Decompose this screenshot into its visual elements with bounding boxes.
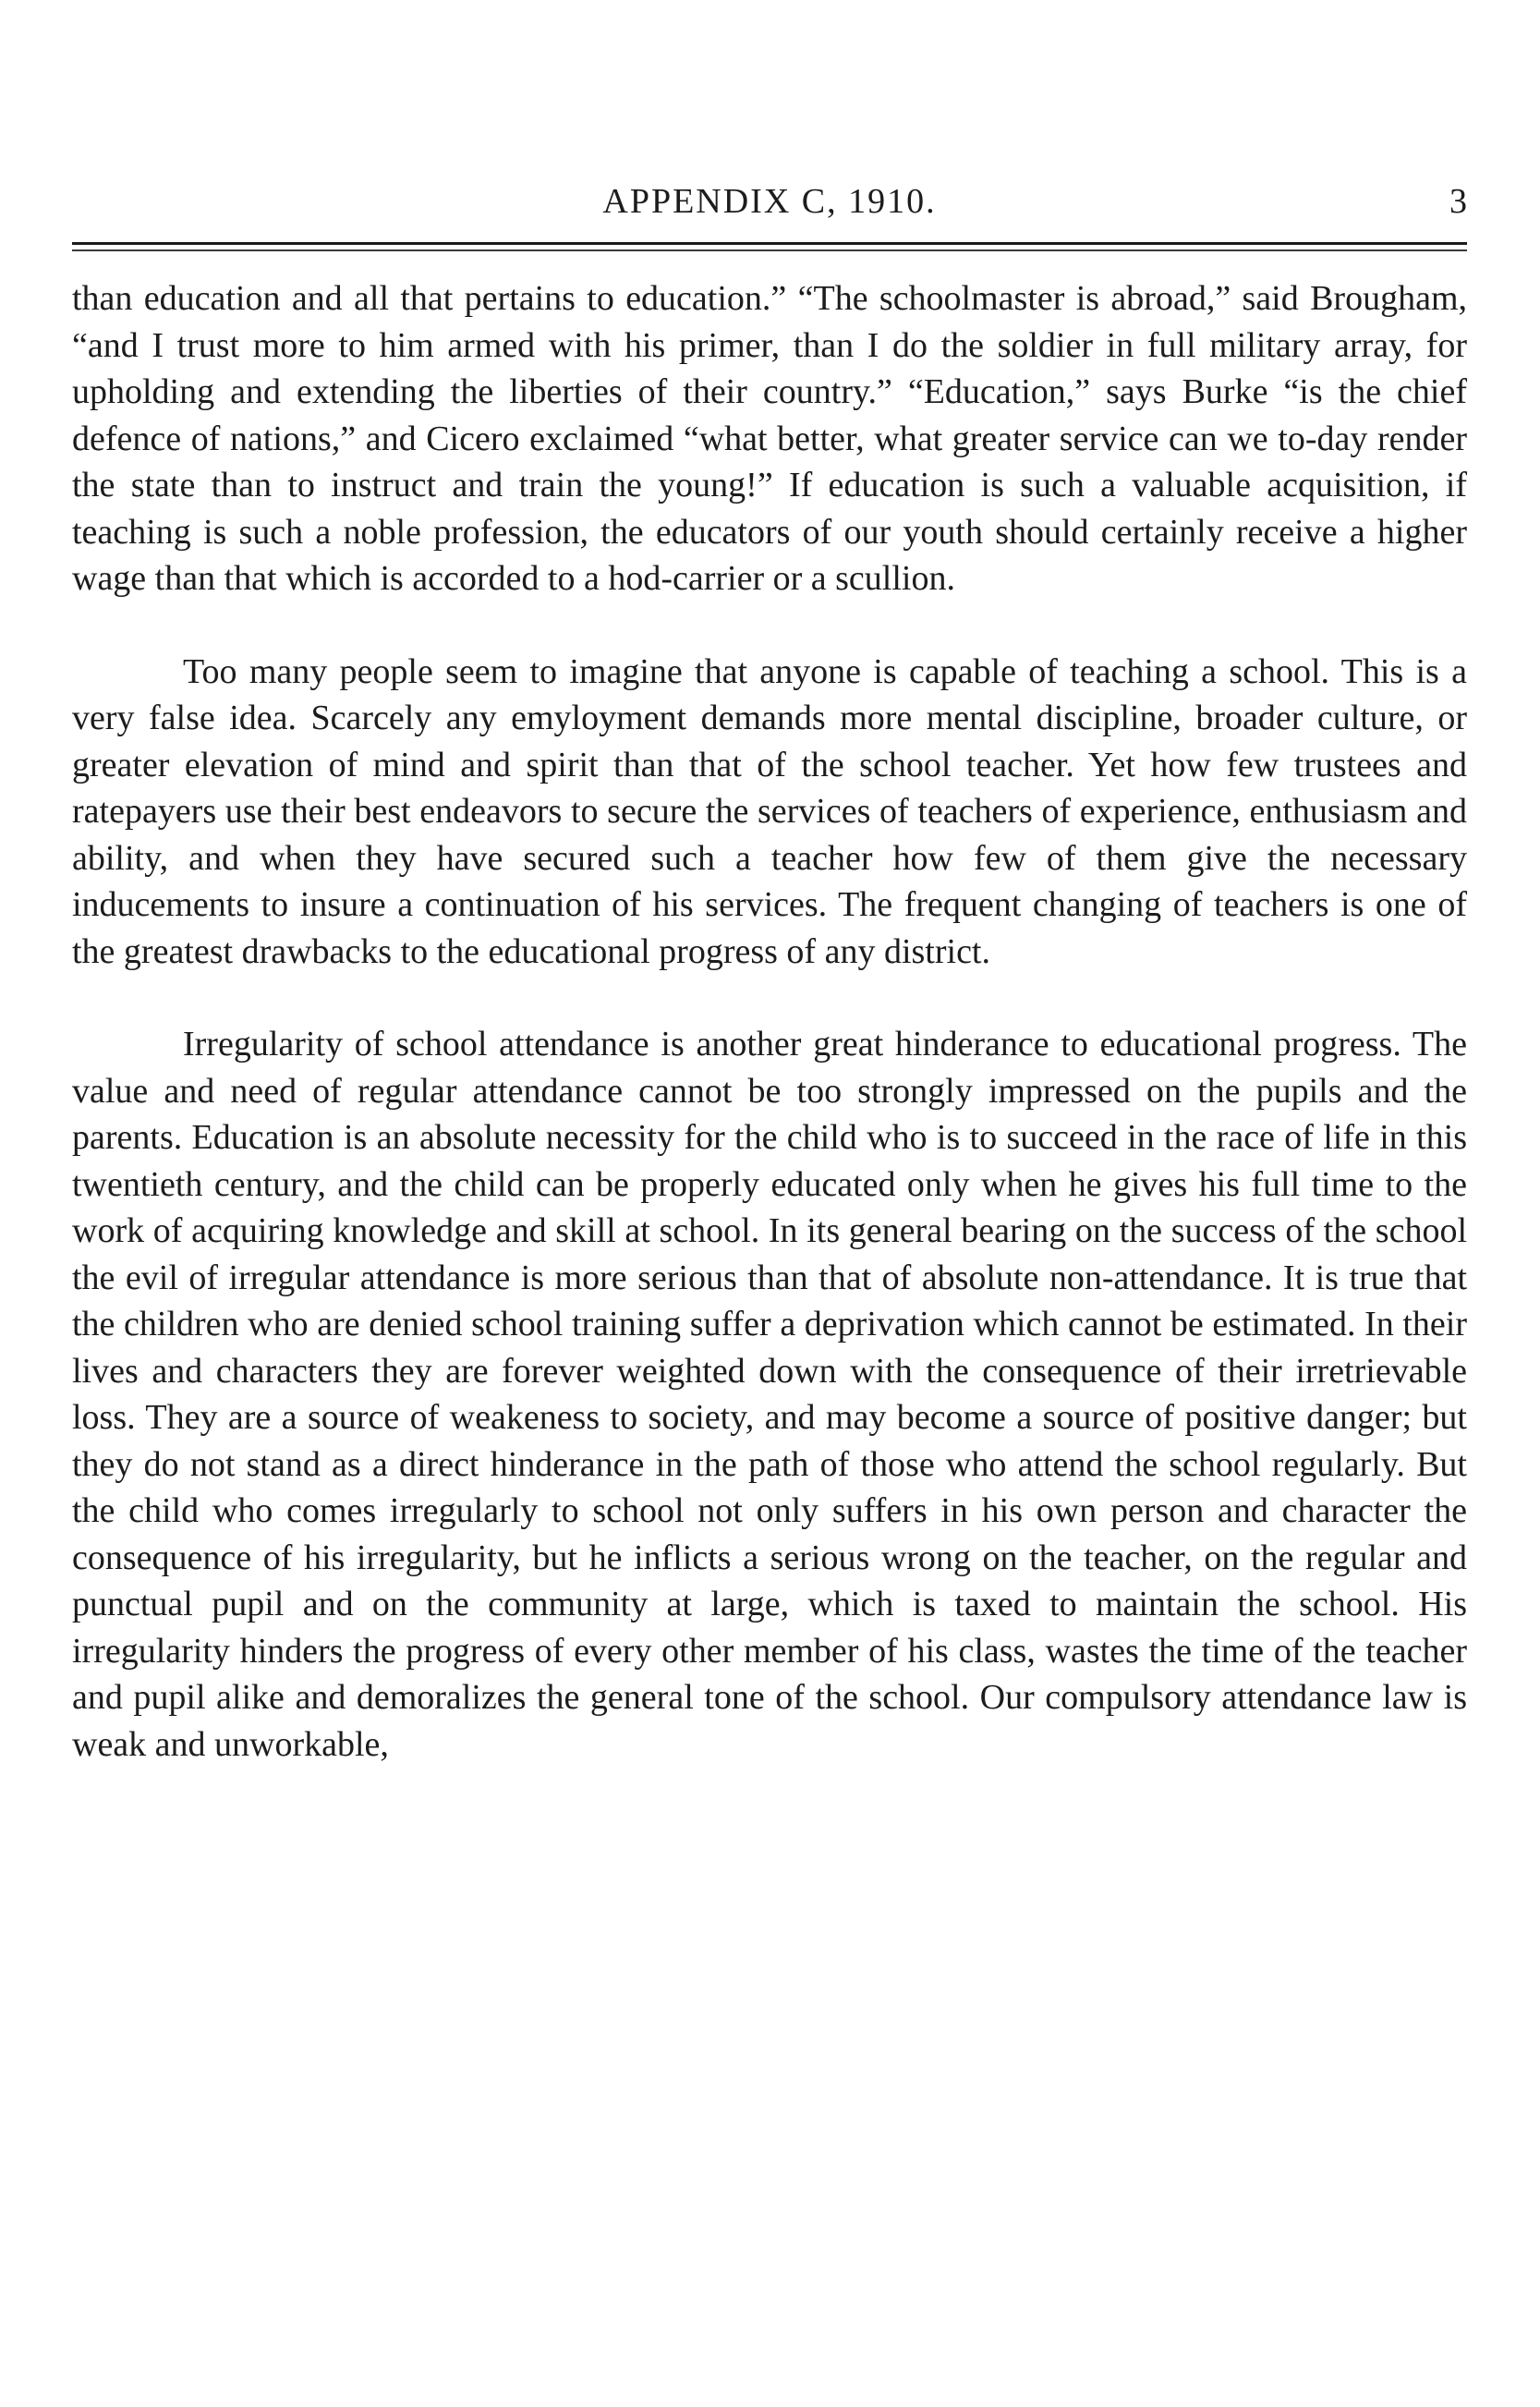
paragraph-3: Irregularity of school attendance is another great hinderance to educational progress. The value and need of regular attendance cannot be too strongly impressed on the pupils and the parents. Education is an absolute necessity for the child who is to succeed in the race of life in this twentieth century, and the child can be properly educated only when he gives his full time to the work of acquiring knowledge and skill at school. In its general bearing on the success of the school the evil of irregular attendance is more serious than that of absolute non-attendance. It is true that the children who are denied school training suffer a deprivation which cannot be estimated. In their lives and characters they are forever weighted down with the consequence of their irretrievable loss. They are a source of weakeness to society, and may become a source of positive danger; but they do not stand as a direct hinderance in the path of those who attend the school regularly. But the child who comes irregularly to school not only suffers in his own person and character the consequence of his irregularity, but he inflicts a serious wrong on the teacher, on the regular and punctual pupil and on the community at large, which is taxed to maintain the school. His irregularity hinders the progress of every other member of his class, wastes the time of the teacher and pupil alike and demoralizes the general tone of the school. Our compulsory attendance law is weak and unworkable, [72, 1025, 1467, 1764]
paragraph-1: than education and all that pertains to education.” “The schoolmaster is abroad,” said Brougham, “and I trust more to him armed with his primer, than I do the soldier in full military array, for upholding and extending the liberties of their country.” “Education,” says Burke “is the chief defence of nations,” and Cicero exclaimed “what better, what greater service can we to-day render the state than to instruct and train the young!” If education is such a valuable acquisition, if teaching is such a noble profession, the educators of our youth should certainly receive a higher wage than that which is accorded to a hod-carrier or a scullion. [72, 279, 1467, 598]
header-rule-thin [72, 249, 1467, 251]
body-text [72, 275, 1467, 1768]
running-title: APPENDIX C, 1910. [602, 182, 937, 221]
header-double-rule [72, 242, 1467, 255]
header-rule-thick [72, 242, 1467, 245]
running-head [72, 176, 1467, 231]
page-number: 3 [1449, 182, 1467, 221]
paragraph-2: Too many people seem to imagine that anyone is capable of teaching a school. This is a very false idea. Scarcely any emyloyment demands more mental discipline, broader culture, or greater elevation of mind and spirit than that of the school teacher. Yet how few trustees and ratepayers use their best endeavors to secure the services of teachers of experience, enthusiasm and ability, and when they have secured such a teacher how few of them give the necessary inducements to insure a continuation of his services. The frequent changing of teachers is one of the greatest drawbacks to the educational progress of any district. [72, 651, 1467, 971]
document-page [72, 176, 1467, 1768]
